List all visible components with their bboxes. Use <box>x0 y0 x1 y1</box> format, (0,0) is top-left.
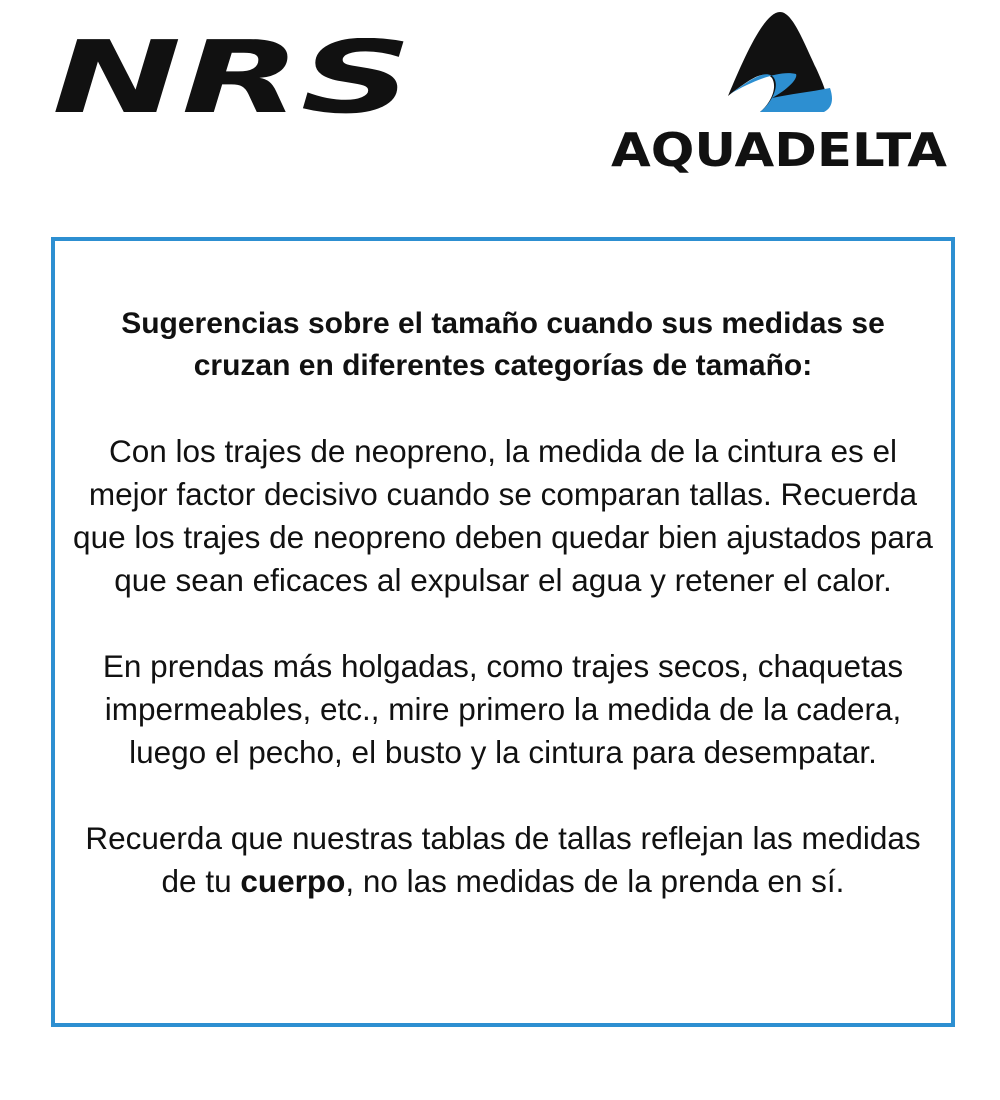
nrs-logo-text: NRS <box>52 38 412 122</box>
body-measurements-text-end: , no las medidas de la prenda en sí. <box>345 863 845 899</box>
sizing-heading-line1: Sugerencias sobre el tamaño cuando sus medidas se <box>121 307 885 340</box>
body-measurements-paragraph <box>68 817 938 903</box>
sizing-heading-line2: cruzan en diferentes categorías de tamaño: <box>193 349 813 382</box>
body-emphasis: cuerpo <box>240 863 346 899</box>
aquadelta-logo <box>608 8 950 178</box>
sizing-info-box <box>51 237 955 1027</box>
aquadelta-wordmark <box>608 122 950 182</box>
aquadelta-logo-text: AQUADELTA <box>611 123 948 177</box>
nrs-logo <box>50 38 415 122</box>
wetsuit-paragraph: Con los trajes de neopreno, la medida de la cintura es el mejor factor decisivo cuando se comparan tallas. Recuerda que los trajes de neopreno deben quedar bien ajustados para que sean eficaces al expulsar el agua y retener el calor. <box>73 433 933 598</box>
nrs-logo-graphic <box>50 38 415 122</box>
sizing-info-content <box>55 303 951 903</box>
body-measurements-text-start: Recuerda que nuestras tablas de tallas reflejan las medidas de tu <box>85 820 921 899</box>
aquadelta-wave-icon <box>720 8 840 120</box>
sizing-heading <box>93 303 913 387</box>
loose-garments-paragraph: En prendas más holgadas, como trajes secos, chaquetas impermeables, etc., mire primero la medida de la cadera, luego el pecho, el busto y la cintura para desempatar. <box>102 648 904 770</box>
